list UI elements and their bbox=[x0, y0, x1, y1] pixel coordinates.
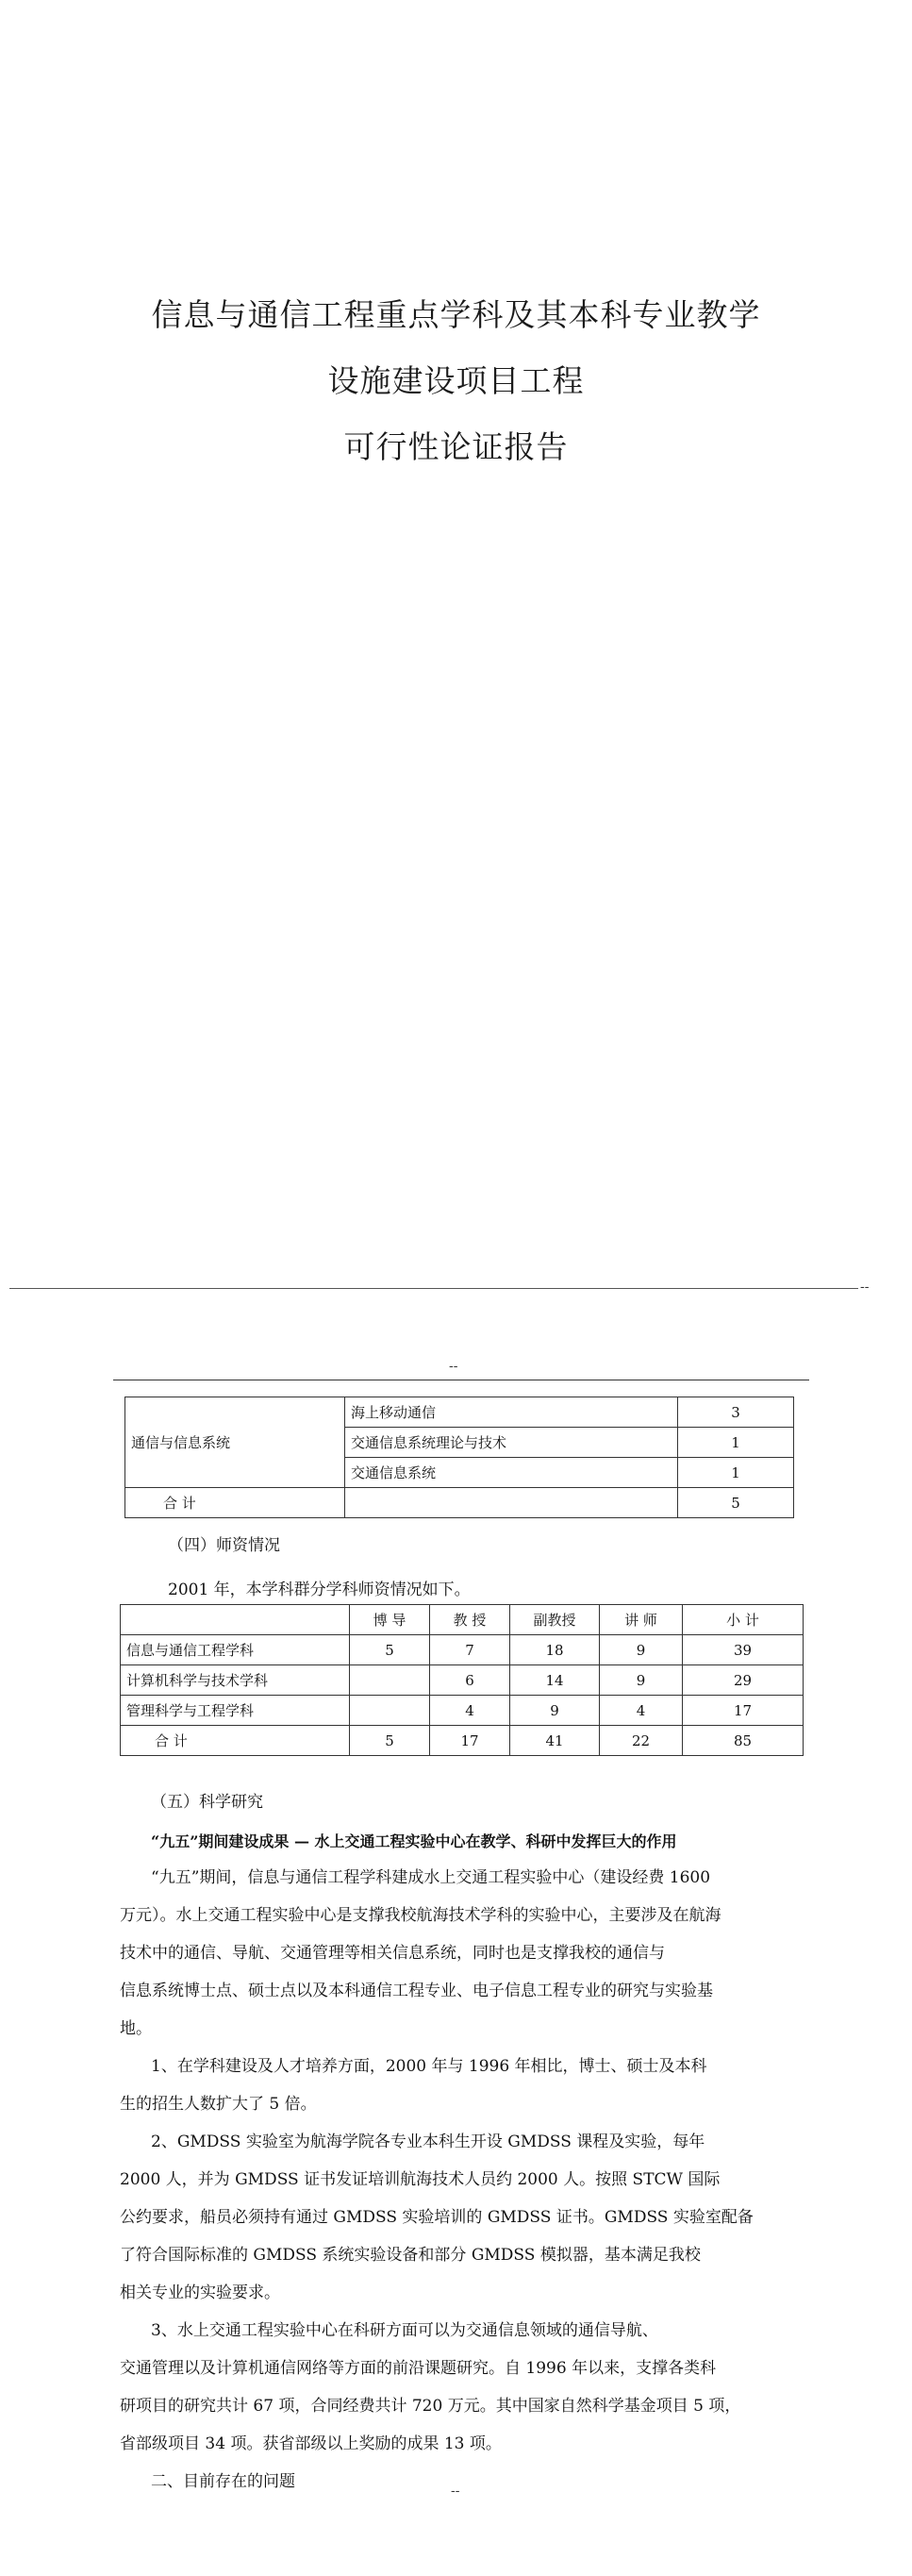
table-cell: 14 bbox=[510, 1665, 600, 1696]
table-row bbox=[121, 1726, 804, 1756]
page-separator bbox=[9, 1288, 858, 1289]
table-header-cell: 小 计 bbox=[683, 1605, 804, 1635]
table-cell: 计算机科学与技术学科 bbox=[121, 1665, 350, 1696]
page2-header-dashes: -- bbox=[449, 1359, 458, 1374]
table-row bbox=[121, 1696, 804, 1726]
section-2-heading: 二、目前存在的问题 bbox=[151, 2472, 295, 2491]
table-cell: 41 bbox=[510, 1726, 600, 1756]
body-line: 技术中的通信、导航、交通管理等相关信息系统，同时也是支撑我校的通信与 bbox=[120, 1944, 665, 1963]
page1-footer-dashes: -- bbox=[860, 1280, 870, 1295]
body-line: “九五”期间，信息与通信工程学科建成水上交通工程实验中心（建设经费 1600 bbox=[151, 1868, 711, 1887]
research-body bbox=[120, 1859, 846, 2501]
body-line: 1、在学科建设及人才培养方面，2000 年与 1996 年相比，博士、硕士及本科 bbox=[151, 2057, 707, 2076]
table-cell: 信息与通信工程学科 bbox=[121, 1635, 350, 1665]
table-cell: 交通信息系统 bbox=[345, 1458, 678, 1488]
table-cell: 5 bbox=[678, 1488, 794, 1518]
section-5-heading: （五）科学研究 bbox=[151, 1793, 263, 1812]
table-cell: 18 bbox=[510, 1635, 600, 1665]
table-cell: 管理科学与工程学科 bbox=[121, 1696, 350, 1726]
table-cell: 6 bbox=[430, 1665, 510, 1696]
body-line: 万元）。水上交通工程实验中心是支撑我校航海技术学科的实验中心，主要涉及在航海 bbox=[120, 1906, 721, 1925]
discipline-direction-table bbox=[124, 1397, 794, 1518]
table-cell: 9 bbox=[600, 1665, 683, 1696]
table-header-cell: 副教授 bbox=[510, 1605, 600, 1635]
table-cell: 合 计 bbox=[121, 1726, 350, 1756]
body-line: 省部级项目 34 项。获省部级以上奖励的成果 13 项。 bbox=[120, 2434, 502, 2453]
table-cell bbox=[350, 1696, 430, 1726]
table-cell: 合 计 bbox=[125, 1488, 345, 1518]
table-row bbox=[121, 1665, 804, 1696]
table-header-row bbox=[121, 1605, 804, 1635]
body-line: 研项目的研究共计 67 项，合同经费共计 720 万元。其中国家自然科学基金项目 5 项， bbox=[120, 2397, 741, 2416]
table-cell: 29 bbox=[683, 1665, 804, 1696]
table-cell: 3 bbox=[678, 1397, 794, 1428]
section-4-heading: （四）师资情况 bbox=[168, 1536, 280, 1555]
table-header-cell bbox=[121, 1605, 350, 1635]
table-cell: 9 bbox=[510, 1696, 600, 1726]
report-title-line-2: 设施建设项目工程 bbox=[327, 362, 585, 399]
table-cell: 85 bbox=[683, 1726, 804, 1756]
body-line: 了符合国际标准的 GMDSS 系统实验设备和部分 GMDSS 模拟器，基本满足我校 bbox=[120, 2246, 701, 2265]
table-cell: 39 bbox=[683, 1635, 804, 1665]
body-line: 地。 bbox=[120, 2019, 152, 2038]
table-cell: 1 bbox=[678, 1428, 794, 1458]
faculty-table bbox=[120, 1604, 804, 1756]
table-cell: 17 bbox=[430, 1726, 510, 1756]
body-line: 3、水上交通工程实验中心在科研方面可以为交通信息领域的通信导航、 bbox=[151, 2321, 658, 2340]
table-cell: 通信与信息系统 bbox=[125, 1397, 345, 1488]
table-header-cell: 教 授 bbox=[430, 1605, 510, 1635]
table-cell: 4 bbox=[600, 1696, 683, 1726]
table-cell: 海上移动通信 bbox=[345, 1397, 678, 1428]
table-cell: 交通信息系统理论与技术 bbox=[345, 1428, 678, 1458]
table-cell: 4 bbox=[430, 1696, 510, 1726]
body-line: 信息系统博士点、硕士点以及本科通信工程专业、电子信息工程专业的研究与实验基 bbox=[120, 1982, 713, 2000]
table-cell: 5 bbox=[350, 1726, 430, 1756]
report-title-line-3: 可行性论证报告 bbox=[343, 428, 569, 465]
body-line: 生的招生人数扩大了 5 倍。 bbox=[120, 2095, 317, 2114]
body-line: 交通管理以及计算机通信网络等方面的前沿课题研究。自 1996 年以来，支撑各类科 bbox=[120, 2359, 717, 2378]
table-cell: 9 bbox=[600, 1635, 683, 1665]
table-cell: 22 bbox=[600, 1726, 683, 1756]
body-line: 相关专业的实验要求。 bbox=[120, 2283, 280, 2302]
table-cell bbox=[345, 1488, 678, 1518]
body-line: 公约要求，船员必须持有通过 GMDSS 实验培训的 GMDSS 证书。GMDSS 实验室配备 bbox=[120, 2208, 754, 2227]
table-row bbox=[121, 1635, 804, 1665]
table-cell: 7 bbox=[430, 1635, 510, 1665]
achievements-heading: “九五”期间建设成果 — 水上交通工程实验中心在教学、科研中发挥巨大的作用 bbox=[151, 1832, 677, 1850]
page2-footer-dashes: -- bbox=[451, 2484, 460, 2499]
table-row bbox=[125, 1488, 794, 1518]
table-cell: 17 bbox=[683, 1696, 804, 1726]
table-row bbox=[125, 1397, 794, 1428]
table-cell: 5 bbox=[350, 1635, 430, 1665]
body-line: 2、GMDSS 实验室为航海学院各专业本科生开设 GMDSS 课程及实验，每年 bbox=[151, 2133, 705, 2151]
report-title-line-1: 信息与通信工程重点学科及其本科专业教学 bbox=[151, 296, 761, 333]
table-cell bbox=[350, 1665, 430, 1696]
section-4-intro: 2001 年，本学科群分学科师资情况如下。 bbox=[168, 1581, 471, 1599]
body-line: 2000 人，并为 GMDSS 证书发证培训航海技术人员约 2000 人。按照 STCW 国际 bbox=[120, 2170, 721, 2189]
table-header-cell: 博 导 bbox=[350, 1605, 430, 1635]
table-header-cell: 讲 师 bbox=[600, 1605, 683, 1635]
table-cell: 1 bbox=[678, 1458, 794, 1488]
